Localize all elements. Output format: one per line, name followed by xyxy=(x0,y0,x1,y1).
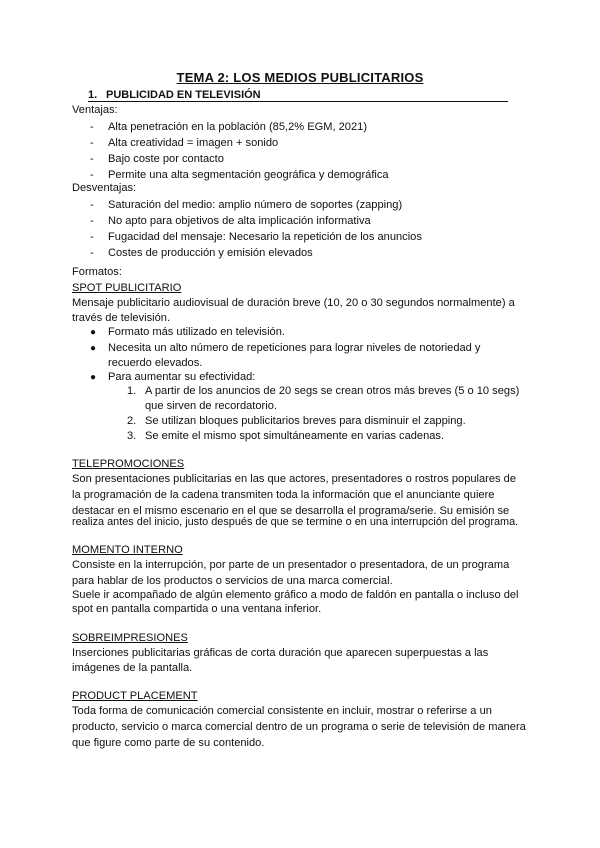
paragraph-line: imágenes de la pantalla. xyxy=(72,662,193,674)
sub-item: Se utilizan bloques publicitarios breves para disminuir el zapping. xyxy=(145,415,466,427)
ventajas-item: Alta penetración en la población (85,2% EGM, 2021) xyxy=(108,121,368,133)
spot-bullet: Para aumentar su efectividad: xyxy=(108,371,256,383)
paragraph-line: que figure como parte de su contenido. xyxy=(72,737,265,749)
ventajas-item: Alta creatividad = imagen + sonido xyxy=(108,137,279,149)
dash-icon: - xyxy=(90,153,94,165)
telepromociones-heading: TELEPROMOCIONES xyxy=(72,458,185,470)
sub-number: 2. xyxy=(127,415,137,427)
paragraph-line: realiza antes del inicio, justo después de que se termine o en una interrupción del programa. xyxy=(72,516,519,528)
dash-icon: - xyxy=(90,137,94,149)
sub-number: 1. xyxy=(127,385,137,397)
formatos-label: Formatos: xyxy=(72,266,122,278)
paragraph-line: Son presentaciones publicitarias en las que actores, presentadores o rostros populares de xyxy=(72,473,517,485)
desventajas-label: Desventajas: xyxy=(72,182,137,194)
spot-bullet: Formato más utilizado en televisión. xyxy=(108,326,285,338)
ventajas-item: Bajo coste por contacto xyxy=(108,153,224,165)
section-title: PUBLICIDAD EN TELEVISIÓN xyxy=(106,89,261,101)
page-title: TEMA 2: LOS MEDIOS PUBLICITARIOS xyxy=(176,70,424,85)
sobreimpresiones-heading: SOBREIMPRESIONES xyxy=(72,632,188,644)
desventajas-item: Costes de producción y emisión elevados xyxy=(108,247,313,259)
paragraph-line: Inserciones publicitarias gráficas de corta duración que aparecen superpuestas a las xyxy=(72,647,489,659)
product-placement-heading: PRODUCT PLACEMENT xyxy=(72,690,198,702)
desventajas-item: No apto para objetivos de alta implicación informativa xyxy=(108,215,371,227)
paragraph-line: Toda forma de comunicación comercial consistente en incluir, mostrar o referirse a un xyxy=(72,705,492,717)
bullet-icon: ● xyxy=(90,372,97,383)
dash-icon: - xyxy=(90,247,94,259)
bullet-icon: ● xyxy=(90,343,97,354)
section-heading xyxy=(88,89,508,102)
sub-item: que sirven de recordatorio. xyxy=(145,400,277,412)
paragraph-line: para hablar de los productos o servicios de una marca comercial. xyxy=(72,575,393,587)
ventajas-item: Permite una alta segmentación geográfica y demográfica xyxy=(108,169,389,181)
dash-icon: - xyxy=(90,231,94,243)
paragraph-line: la programación de la cadena transmiten toda la información que el anunciante quiere xyxy=(72,489,495,501)
dash-icon: - xyxy=(90,199,94,211)
ventajas-label: Ventajas: xyxy=(72,104,118,116)
paragraph-line: Suele ir acompañado de algún elemento gráfico a modo de faldón en pantalla o incluso del xyxy=(72,589,519,601)
dash-icon: - xyxy=(90,215,94,227)
spot-bullet: recuerdo elevados. xyxy=(108,357,203,369)
paragraph-line: producto, servicio o marca comercial dentro de un programa o serie de televisión de manera xyxy=(72,721,526,733)
sub-item: Se emite el mismo spot simultáneamente en varias cadenas. xyxy=(145,430,445,442)
bullet-icon: ● xyxy=(90,327,97,338)
paragraph-line: destacar en el mismo escenario en el que se desarrolla el programa/serie. Su emisión se xyxy=(72,505,510,517)
paragraph-line: spot en pantalla compartida o una ventana inferior. xyxy=(72,603,322,615)
desventajas-item: Fugacidad del mensaje: Necesario la repetición de los anuncios xyxy=(108,231,422,243)
spot-description: través de televisión. xyxy=(72,312,171,324)
momento-heading: MOMENTO INTERNO xyxy=(72,544,183,556)
dash-icon: - xyxy=(90,169,94,181)
spot-bullet: Necesita un alto número de repeticiones para lograr niveles de notoriedad y xyxy=(108,342,481,354)
paragraph-line: Consiste en la interrupción, por parte de un presentador o presentadora, de un programa xyxy=(72,559,510,571)
sub-item: A partir de los anuncios de 20 segs se crean otros más breves (5 o 10 segs) xyxy=(145,385,520,397)
section-number: 1. xyxy=(88,89,98,101)
sub-number: 3. xyxy=(127,430,137,442)
spot-heading: SPOT PUBLICITARIO xyxy=(72,282,182,294)
spot-description: Mensaje publicitario audiovisual de duración breve (10, 20 o 30 segundos normalmente) a xyxy=(72,297,515,309)
desventajas-item: Saturación del medio: amplio número de soportes (zapping) xyxy=(108,199,403,211)
dash-icon: - xyxy=(90,121,94,133)
